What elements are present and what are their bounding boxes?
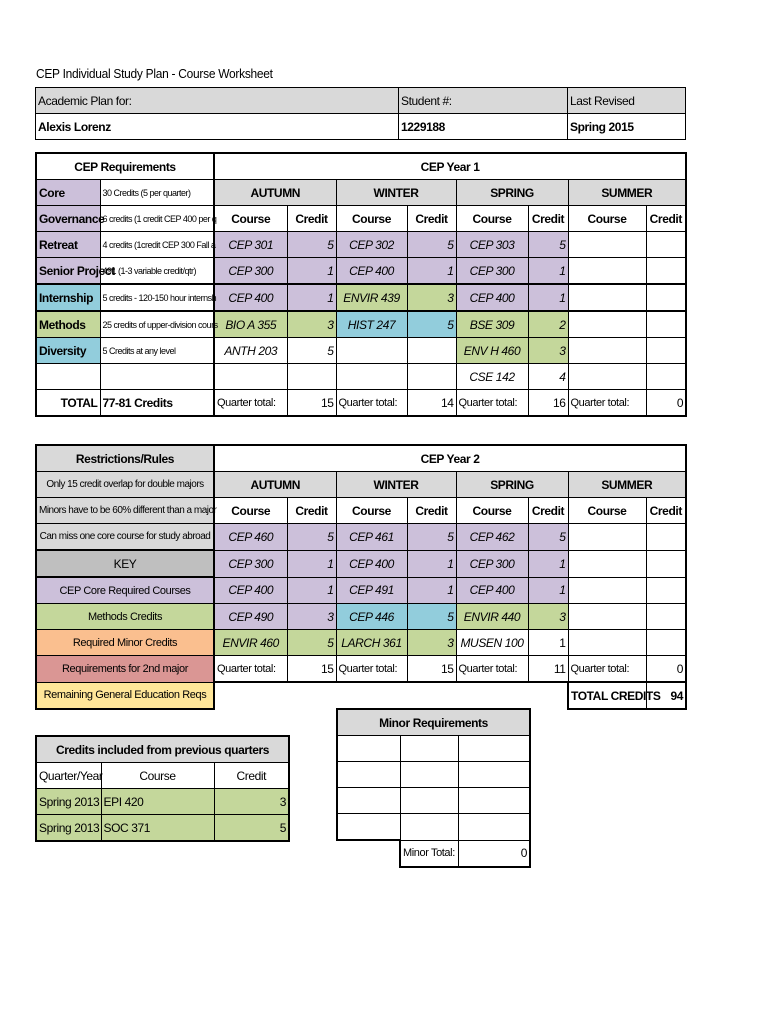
- credit-cell[interactable]: [646, 604, 686, 630]
- year1-quarter-spring: SPRING: [456, 180, 568, 206]
- academic-plan-label: Academic Plan for:: [36, 88, 399, 114]
- req-governance-name: Governance: [36, 206, 100, 232]
- quarter-total-value: 0: [646, 390, 686, 417]
- course-cell[interactable]: CEP 300: [456, 258, 528, 285]
- key-gen-ed: Remaining General Education Reqs: [36, 682, 214, 709]
- course-cell[interactable]: [568, 524, 646, 551]
- course-cell[interactable]: CEP 400: [456, 577, 528, 604]
- quarter-total-value: 0: [646, 656, 686, 683]
- course-cell[interactable]: CEP 491: [336, 577, 407, 604]
- req-governance-desc: 6 credits (1 credit CEP 400 per q: [100, 206, 214, 232]
- minor-cell[interactable]: [400, 814, 458, 841]
- credit-cell[interactable]: 5: [407, 311, 456, 338]
- course-cell[interactable]: BIO A 355: [214, 311, 287, 338]
- document-title: CEP Individual Study Plan - Course Worksheet: [36, 66, 273, 81]
- req-senior-project-desc: 491 (1-3 variable credit/qtr): [100, 258, 214, 285]
- minor-total-value: 0: [458, 840, 530, 867]
- student-name-cell[interactable]: Alexis Lorenz: [36, 114, 399, 140]
- credit-cell[interactable]: 3: [528, 604, 568, 630]
- column-header-credit: Credit: [646, 206, 686, 232]
- previous-quarter-cell[interactable]: Spring 2013: [36, 789, 101, 815]
- blank-spacer: [337, 840, 400, 867]
- course-cell[interactable]: [336, 338, 407, 364]
- column-header-credit: Credit: [287, 206, 336, 232]
- course-cell[interactable]: CEP 302: [336, 232, 407, 258]
- year1-quarter-summer: SUMMER: [568, 180, 686, 206]
- course-cell[interactable]: ENVIR 460: [214, 630, 287, 656]
- student-number-label: Student #:: [399, 88, 568, 114]
- course-cell[interactable]: CEP 460: [214, 524, 287, 551]
- credit-cell[interactable]: 1: [528, 577, 568, 604]
- quarter-total-value: 15: [287, 390, 336, 417]
- course-cell[interactable]: CEP 446: [336, 604, 407, 630]
- credit-cell[interactable]: 5: [407, 232, 456, 258]
- quarter-total-label: Quarter total:: [336, 656, 407, 683]
- credit-cell[interactable]: 4: [528, 364, 568, 390]
- course-cell[interactable]: CEP 400: [214, 284, 287, 311]
- credit-cell[interactable]: [646, 338, 686, 364]
- credit-cell[interactable]: [407, 338, 456, 364]
- year2-quarter-winter: WINTER: [336, 472, 456, 498]
- total-credits-label: TOTAL CREDITS: [568, 682, 646, 709]
- minor-cell[interactable]: [337, 736, 400, 762]
- course-cell[interactable]: [568, 338, 646, 364]
- column-header-credit: Credit: [528, 206, 568, 232]
- credit-cell[interactable]: 1: [287, 284, 336, 311]
- minor-cell[interactable]: [400, 736, 458, 762]
- quarter-total-label: Quarter total:: [456, 656, 528, 683]
- credit-cell[interactable]: 5: [528, 524, 568, 551]
- year1-heading: CEP Year 1: [214, 153, 686, 180]
- credit-cell[interactable]: [646, 364, 686, 390]
- credit-cell[interactable]: 1: [407, 577, 456, 604]
- column-header-credit: Credit: [407, 498, 456, 524]
- req-diversity-desc: 5 Credits at any level: [100, 338, 214, 364]
- credit-cell[interactable]: [646, 577, 686, 604]
- minor-requirements-heading: Minor Requirements: [337, 709, 530, 736]
- year2-quarter-summer: SUMMER: [568, 472, 686, 498]
- credit-cell[interactable]: [646, 284, 686, 311]
- requirements-total-label: TOTAL: [36, 390, 100, 417]
- course-cell[interactable]: LARCH 361: [336, 630, 407, 656]
- quarter-total-label: Quarter total:: [568, 390, 646, 417]
- rule-item: Minors have to be 60% different than a major: [36, 498, 214, 524]
- course-cell[interactable]: [568, 604, 646, 630]
- course-cell[interactable]: [568, 630, 646, 656]
- blank-spacer: [214, 682, 568, 709]
- course-cell[interactable]: CEP 300: [214, 550, 287, 577]
- student-info-table: [35, 87, 686, 140]
- credit-cell[interactable]: [407, 364, 456, 390]
- course-cell[interactable]: CEP 400: [336, 550, 407, 577]
- course-cell[interactable]: [568, 258, 646, 285]
- course-cell[interactable]: [568, 577, 646, 604]
- previous-quarter-cell[interactable]: Spring 2013: [36, 815, 101, 842]
- column-header-course: Course: [336, 206, 407, 232]
- key-heading: KEY: [36, 550, 214, 577]
- minor-cell[interactable]: [337, 788, 400, 814]
- credit-cell[interactable]: [646, 524, 686, 551]
- course-cell[interactable]: [214, 364, 287, 390]
- course-cell[interactable]: ENV H 460: [456, 338, 528, 364]
- req-internship-name: Internship: [36, 284, 100, 311]
- quarter-total-value: 15: [407, 656, 456, 683]
- credit-cell[interactable]: 1: [528, 258, 568, 285]
- req-core-name: Core: [36, 180, 100, 206]
- credit-cell[interactable]: 1: [528, 550, 568, 577]
- total-credits-value: 94: [646, 682, 686, 709]
- column-header-course: Course: [214, 206, 287, 232]
- credit-cell[interactable]: [287, 364, 336, 390]
- student-number-cell[interactable]: 1229188: [399, 114, 568, 140]
- previous-col-course: Course: [101, 763, 214, 789]
- course-cell[interactable]: CEP 400: [336, 258, 407, 285]
- year1-quarter-autumn: AUTUMN: [214, 180, 336, 206]
- key-core-courses: CEP Core Required Courses: [36, 577, 214, 604]
- credit-cell[interactable]: 2: [528, 311, 568, 338]
- credit-cell[interactable]: 3: [287, 604, 336, 630]
- credit-cell[interactable]: 5: [407, 604, 456, 630]
- minor-requirements-table: [336, 708, 531, 868]
- course-cell[interactable]: CEP 300: [456, 550, 528, 577]
- credit-cell[interactable]: 5: [287, 232, 336, 258]
- minor-cell[interactable]: [458, 736, 530, 762]
- column-header-course: Course: [456, 206, 528, 232]
- course-cell[interactable]: CEP 300: [214, 258, 287, 285]
- course-cell[interactable]: MUSEN 100: [456, 630, 528, 656]
- column-header-credit: Credit: [407, 206, 456, 232]
- quarter-total-value: 15: [287, 656, 336, 683]
- column-header-course: Course: [214, 498, 287, 524]
- quarter-total-label: Quarter total:: [456, 390, 528, 417]
- course-cell[interactable]: [568, 311, 646, 338]
- quarter-total-value: 11: [528, 656, 568, 683]
- quarter-total-value: 16: [528, 390, 568, 417]
- previous-course-cell[interactable]: EPI 420: [101, 789, 214, 815]
- course-cell[interactable]: CEP 461: [336, 524, 407, 551]
- year2-quarter-spring: SPRING: [456, 472, 568, 498]
- credit-cell[interactable]: 5: [287, 338, 336, 364]
- course-cell[interactable]: ENVIR 439: [336, 284, 407, 311]
- req-core-desc: 30 Credits (5 per quarter): [100, 180, 214, 206]
- credit-cell[interactable]: 3: [407, 630, 456, 656]
- minor-cell[interactable]: [458, 762, 530, 788]
- course-cell[interactable]: CEP 462: [456, 524, 528, 551]
- previous-col-quarter: Quarter/Year: [36, 763, 101, 789]
- credit-cell[interactable]: 5: [287, 524, 336, 551]
- credit-cell[interactable]: 1: [407, 258, 456, 285]
- course-cell[interactable]: CEP 301: [214, 232, 287, 258]
- course-cell[interactable]: ANTH 203: [214, 338, 287, 364]
- quarter-total-label: Quarter total:: [568, 656, 646, 683]
- previous-credits-heading: Credits included from previous quarters: [36, 736, 289, 763]
- column-header-credit: Credit: [528, 498, 568, 524]
- req-senior-project-name: Senior Project: [36, 258, 100, 285]
- credit-cell[interactable]: 1: [407, 550, 456, 577]
- course-cell[interactable]: CEP 303: [456, 232, 528, 258]
- credit-cell[interactable]: 1: [287, 550, 336, 577]
- credit-cell[interactable]: [646, 550, 686, 577]
- minor-cell[interactable]: [458, 814, 530, 841]
- course-cell[interactable]: [568, 284, 646, 311]
- credit-cell[interactable]: 5: [407, 524, 456, 551]
- previous-credit-cell[interactable]: 5: [214, 815, 289, 842]
- minor-cell[interactable]: [400, 762, 458, 788]
- previous-credit-cell[interactable]: 3: [214, 789, 289, 815]
- column-header-course: Course: [568, 206, 646, 232]
- course-cell[interactable]: [568, 232, 646, 258]
- quarter-total-label: Quarter total:: [336, 390, 407, 417]
- course-cell[interactable]: ENVIR 440: [456, 604, 528, 630]
- course-cell[interactable]: CEP 400: [214, 577, 287, 604]
- req-internship-desc: 5 credits - 120-150 hour internsh: [100, 284, 214, 311]
- credit-cell[interactable]: 1: [287, 577, 336, 604]
- req-retreat-name: Retreat: [36, 232, 100, 258]
- credit-cell[interactable]: [646, 630, 686, 656]
- credit-cell[interactable]: 1: [528, 284, 568, 311]
- quarter-total-value: 14: [407, 390, 456, 417]
- req-empty-name: [36, 364, 100, 390]
- minor-cell[interactable]: [458, 788, 530, 814]
- course-cell[interactable]: [568, 550, 646, 577]
- year1-quarter-winter: WINTER: [336, 180, 456, 206]
- previous-course-cell[interactable]: SOC 371: [101, 815, 214, 842]
- credit-cell[interactable]: 5: [287, 630, 336, 656]
- course-cell[interactable]: CSE 142: [456, 364, 528, 390]
- key-second-major: Requirements for 2nd major: [36, 656, 214, 683]
- credit-cell[interactable]: [646, 258, 686, 285]
- rule-item: Can miss one core course for study abroad: [36, 524, 214, 551]
- minor-cell[interactable]: [337, 814, 400, 841]
- course-cell[interactable]: HIST 247: [336, 311, 407, 338]
- req-methods-name: Methods: [36, 311, 100, 338]
- minor-cell[interactable]: [400, 788, 458, 814]
- quarter-total-label: Quarter total:: [214, 656, 287, 683]
- course-cell[interactable]: [336, 364, 407, 390]
- column-header-course: Course: [336, 498, 407, 524]
- column-header-credit: Credit: [287, 498, 336, 524]
- req-empty-desc: [100, 364, 214, 390]
- req-methods-desc: 25 credits of upper-division cours: [100, 311, 214, 338]
- credit-cell[interactable]: 3: [528, 338, 568, 364]
- column-header-credit: Credit: [646, 498, 686, 524]
- course-cell[interactable]: BSE 309: [456, 311, 528, 338]
- year1-table: [35, 152, 687, 417]
- credit-cell[interactable]: 5: [528, 232, 568, 258]
- course-cell[interactable]: CEP 490: [214, 604, 287, 630]
- credit-cell[interactable]: [646, 232, 686, 258]
- column-header-course: Course: [456, 498, 528, 524]
- last-revised-cell[interactable]: Spring 2015: [568, 114, 686, 140]
- minor-cell[interactable]: [337, 762, 400, 788]
- key-methods-credits: Methods Credits: [36, 604, 214, 630]
- rule-item: Only 15 credit overlap for double majors: [36, 472, 214, 498]
- restrictions-heading: Restrictions/Rules: [36, 445, 214, 472]
- previous-credits-table: [35, 735, 290, 842]
- year2-quarter-autumn: AUTUMN: [214, 472, 336, 498]
- quarter-total-label: Quarter total:: [214, 390, 287, 417]
- previous-col-credit: Credit: [214, 763, 289, 789]
- course-cell[interactable]: [568, 364, 646, 390]
- credit-cell[interactable]: 1: [528, 630, 568, 656]
- credit-cell[interactable]: [646, 311, 686, 338]
- req-retreat-desc: 4 credits (1credit CEP 300 Fall a: [100, 232, 214, 258]
- credit-cell[interactable]: 3: [407, 284, 456, 311]
- year2-heading: CEP Year 2: [214, 445, 686, 472]
- credit-cell[interactable]: 1: [287, 258, 336, 285]
- minor-total-label: Minor Total:: [400, 840, 458, 867]
- key-minor-credits: Required Minor Credits: [36, 630, 214, 656]
- year2-table: [35, 444, 687, 710]
- course-cell[interactable]: CEP 400: [456, 284, 528, 311]
- requirements-total-value: 77-81 Credits: [100, 390, 214, 417]
- cep-requirements-heading: CEP Requirements: [36, 153, 214, 180]
- column-header-course: Course: [568, 498, 646, 524]
- credit-cell[interactable]: 3: [287, 311, 336, 338]
- last-revised-label: Last Revised: [568, 88, 686, 114]
- req-diversity-name: Diversity: [36, 338, 100, 364]
